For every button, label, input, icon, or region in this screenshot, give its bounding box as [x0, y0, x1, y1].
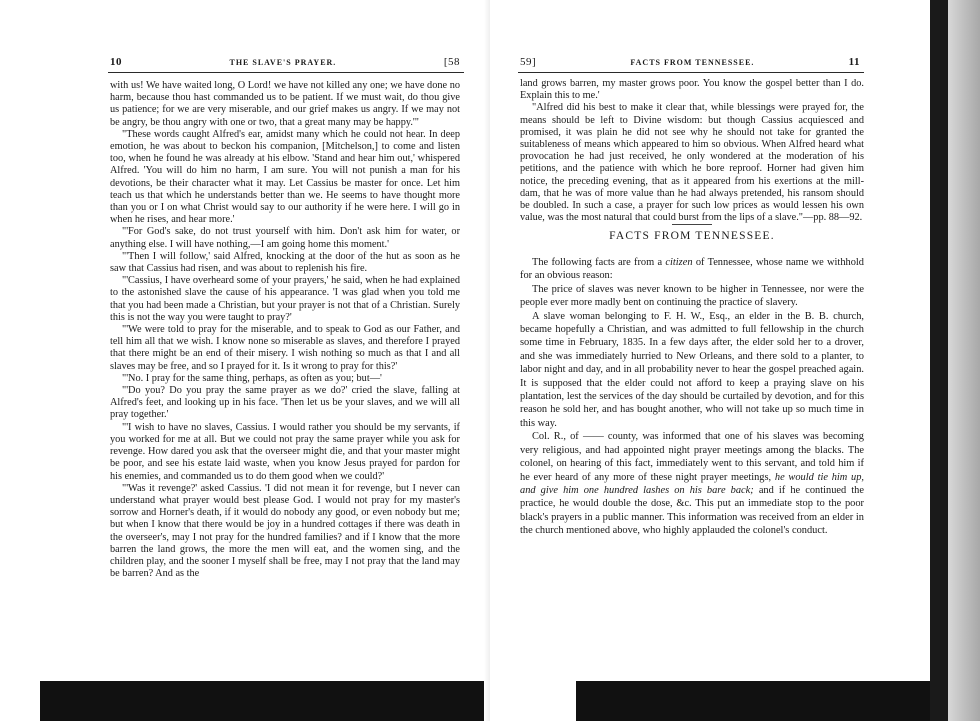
left-header-rule — [108, 72, 464, 73]
left-bracket-number: [58 — [443, 56, 460, 68]
right-page-number: 11 — [848, 56, 860, 68]
section-heading: FACTS FROM TENNESSEE. — [609, 230, 775, 242]
left-page-header — [110, 56, 460, 68]
right-page — [490, 0, 980, 721]
text-run: Col. R., of —— county, was informed that one of his slaves was becoming very religious, and had appointed night prayer meetings among the blacks. The colonel, on hearing of this fact, immediately went to this servant, and told him if he ever heard of any more of these night prayer meetings, — [520, 431, 864, 483]
left-scan-shadow — [40, 681, 490, 721]
text-run: and if he continued the practice, he would double the dose, &c. This put an immediate stop to the poor black's prayers in a public manner. This information was received from an elder in the church mentioned above, who highly applauded the colonel's conduct. — [520, 484, 864, 537]
right-scan-shadow — [576, 681, 980, 721]
right-header-rule — [518, 72, 864, 73]
right-paragraph: "Alfred did his best to make it clear that, while blessings were prayed for, the means should be left to Divine wisdom: but though Cassius acquiesced and promised, it was plain he did not see why he should not take for granted the suitableness of means which appeared to him so obvious. When Alfred heard what provocation he had just received, he only wondered at the moderation of his petitions, and the patience with which he bore reproof. Horner had given him notice, the preceding evening, that as it appeared from his exertions at the mill-dam, that he was of more value than he had always pretended, his ransom should be doubled. In such a case, a prayer for such low prices as would lessen his own value, was the most natural that could burst from the lips of a slave."—pp. 88—92. — [520, 102, 864, 224]
right-page-header — [520, 56, 860, 68]
left-paragraph: "'No. I pray for the same thing, perhaps, as often as you; but—' — [122, 372, 382, 384]
right-running-title: FACTS FROM TENNESSEE. — [630, 58, 755, 67]
left-paragraph: "'Do you? Do you pray the same prayer as we do?' cried the slave, falling at Alfred's feet, and looking up in his face. 'Then let us be your slaves, and we will all pray together.' — [110, 385, 460, 421]
left-page-number: 10 — [110, 56, 122, 68]
text-run: The following facts are from a — [532, 257, 666, 268]
left-paragraph: "'Was it revenge?' asked Cassius. 'I did not mean it for revenge, but I never can understand what prayer would best please God. I would not pray for my master's sorrow and Horner's death, if it would do nobody any good, or even nobody but me; but when I know that there would be joy in a hundred cottages if there was death in the overseer's, may I not pray for the hundred families? and if I know that the more barren the land grows, the more the men will eat, and the women sing, and the children play, and the sooner I myself shall be free, may I not pray that the land may be barren? And as the — [110, 482, 460, 580]
left-paragraph: "These words caught Alfred's ear, amidst many which he could not hear. In deep emotion, he was about to beckon his companion, [Mitchelson,] to come and listen too, when he found he was already at his elbow. 'Stand and hear him out,' whispered Alfred. 'You will do him no harm, I am sure. You will not punish a man for his devotions, be their character what it may. Let Cassius be master for once. Let him teach us that which he understands better than we. He seems to have thought more than you or I on what Christ would say to our authority if he were here. I will go in when he rises, and hear more.' — [110, 128, 460, 226]
scan-edge-dark — [930, 0, 948, 721]
left-paragraph: "'I wish to have no slaves, Cassius. I would rather you should be my servants, if you worked for me at all. But we could not pray the same prayer while you ask for revenge. How dared you ask that the overseer might die, and that your master might be poor, and see his estate laid waste, when you know Jesus prayed for pardon for his enemies, and commanded us to do them good when we could?' — [110, 421, 460, 482]
emphasis-text: citizen — [665, 257, 693, 268]
right-upper-text — [520, 78, 864, 224]
right-paragraph: land grows barren, my master grows poor. You know the gospel better than I do. Explain this to me.' — [520, 78, 864, 102]
scan-edge-gray — [948, 0, 980, 721]
left-body-text — [110, 80, 460, 580]
left-paragraph: "'Cassius, I have overheard some of your prayers,' he said, when he had explained to the astonished slave the cause of his appearance. 'I was glad when you told me that you had been made a Christian, but your prayer is not that of a Christian. Surely this is not the way you were taught to pray?' — [110, 275, 460, 323]
right-paragraph — [520, 430, 864, 537]
right-paragraph: The price of slaves was never known to be higher in Tennessee, nor were the people ever more madly bent on continuing the practice of slavery. — [520, 283, 864, 309]
left-paragraph: with us! We have waited long, O Lord! we have not killed any one; we have done no harm, because thou hast commanded us to be patient. If we must wait, do thou give us patience; for we are very miserable, and our grief makes us angry. If we may not be angry, be thou angry with one or two, that a great many may be happy.'" — [110, 80, 460, 128]
section-divider — [672, 224, 712, 225]
left-running-title: THE SLAVE'S PRAYER. — [229, 58, 337, 67]
emphasis-text: he would tie him up, and give him one hundred lashes on his bare back; — [520, 471, 865, 496]
text-run: of Tennessee, whose name we withhold for an obvious reason: — [520, 257, 864, 282]
left-paragraph: "'We were told to pray for the miserable, and to speak to God as our Father, and tell him all that we wish. I know none so miserable as slaves, and therefore I prayed that there might be an end of their misery. I wish nothing so much as that I and all slaves may be free, and so I prayed for it. Is it wrong to pray for this?' — [110, 324, 460, 372]
right-paragraph — [520, 256, 864, 283]
right-paragraph: A slave woman belonging to F. H. W., Esq., an elder in the B. B. church, became hopefully a Christian, and was admitted to full fellowship in the church some time in February, 1835. In a few days after, the elder sold her to a drover, and she was immediately hurried to New Orleans, and there sold to a planter, to labor night and day, and in all probability never to hear the gospel preached again. It is supposed that the elder could not afford to keep a praying slave on his plantation, lest the services of the day should be curtailed by devotion, and for this reason he sold her, and has bought another, who will not take up so much time in this way. — [520, 310, 864, 429]
right-lower-text — [520, 256, 864, 538]
left-paragraph: "'For God's sake, do not trust yourself with him. Don't ask him for water, or anything else. I will have nothing,—I am going home this moment.' — [110, 226, 460, 250]
right-bracket-number: 59] — [520, 56, 537, 68]
left-paragraph: "'Then I will follow,' said Alfred, knocking at the door of the hut as soon as he saw that Cassius had risen, and was about to replenish his fire. — [110, 250, 460, 275]
